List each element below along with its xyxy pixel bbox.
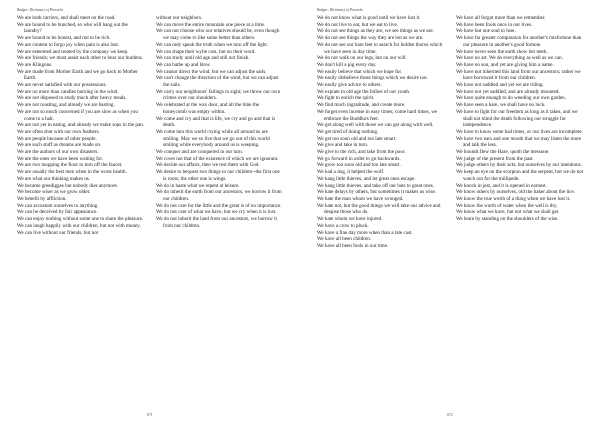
proverb-entry: We give and take in turn. [317,142,369,149]
proverb-entry: We can accustom ourselves to anything. [17,202,99,209]
proverb-entry: We have not inherited this land from our ancestors; rather we have borrowed it from our children. [456,68,581,82]
proverb-entry: We do in haste what we repent at leisure. [156,182,240,189]
proverb-entry: We know the true worth of a thing when we have lost it. [456,195,571,202]
left-column-2 [156,15,284,230]
proverb-entry: We have quite enough to do weeding our own garden. [456,95,566,102]
proverb-entry: We are the ones we have been waiting for. [17,155,104,162]
left-column-1 [17,15,145,236]
proverb-entry: We know what we have, but not what we shall get. [456,209,560,216]
proverb-entry: We come into this world crying while all around us are smiling. May we so live that we go out of this world smiling while everybody around us is weeping. [156,128,270,149]
proverb-entry: We come and cry and that is life, we cry and go and that is death. [156,115,276,129]
proverb-entry: We are what our thinking makes us. [17,175,91,182]
proverb-entry: We became greedigges but nobody dies anymore. [17,182,119,189]
proverb-entry: We do not know what is good until we have lost it. [317,15,421,21]
proverb-entry: We decide our affairs, then we rest them with God. [156,162,260,169]
proverb-entry: We covet not that of the existence of which we are ignorant. [156,155,279,162]
proverb-entry: We are not disposed to study much after heavy meals. [17,95,127,102]
proverb-entry: We are both carriers, and shall meet on the road. [17,15,116,21]
proverb-entry: We have seen a hare, we shall have no luck. [456,102,546,109]
proverb-entry: We have two ears and one mouth that we may listen the more and talk the less. [456,135,582,149]
proverb-entry: We do not live to eat, but we eat to live. [317,21,399,28]
proverb-entry: We have far greater compassion for another's misfortune than our pleasure in another's good fortune. [456,35,582,48]
proverb-entry: We have a fine day more when than a late cast. [317,229,413,236]
proverb-entry: We do not inherit the land from our ancestors, we borrow it from our children. [156,216,277,229]
proverb-entry: We desire to bequest two things to our children--the first one is roots; the other one is wings. [156,169,280,182]
proverb-entry: We give to the rich, and take from the poor. [317,149,406,156]
proverb-entry: We get too soon old and too late smart. [317,135,397,142]
proverb-entry: We are no more than candles burning in the wind. [17,88,119,95]
proverb-entry: We have never seen the earth show her teeth. [456,48,548,55]
proverb-entry: We grow too soon old and too late smart. [317,162,401,169]
running-head: Badger: Dictionary of Proverbs [17,8,63,12]
proverb-entry: We have all forgot more than we remember. [456,15,546,21]
proverb-entry: We are such stuff as dreams are made on. [17,142,102,149]
proverb-entry: We have to fight for our freedom as long as it takes, and we shall not mind the death following our struggle for independence. [456,108,578,129]
proverb-entry: We can shape their wylie cost, but no their word. [156,48,256,55]
proverb-entry: We keep an eye on the scorpion and the serpent, but we do not watch out for the millipede. [456,169,584,182]
proverb-entry: We can laugh happily with our children, but not with money. [17,222,141,229]
proverb-entry: We can only speak the truth when we turn off the light. [156,41,269,48]
proverb-entry: We expiate in old age the follies of our youth. [317,88,411,95]
right-column-1 [317,15,445,250]
proverb-entry: We celebrated at the wax door, and all the time the honeycomb was empty within. [156,102,260,115]
proverb-entry: We do not see things the way they are but as we are. [317,35,424,42]
right-column-2 [456,15,584,223]
proverb-entry: We have but one soul to lose. [456,28,516,35]
proverb-entry: without our neighbors. [156,15,203,21]
proverb-entry: We are usually the best men when in the worst health. [17,169,127,176]
proverb-entry: We are two mopping the floor to turn off the faucet. [17,162,123,169]
proverb-entry: We can live without our friends, but not [17,229,99,236]
proverb-entry: We judge others by their acts; but ourselves by our intentions. [456,162,582,169]
proverb-entry: We conquer and are conquered in our turn. [156,149,243,156]
proverb-entry: We get tired of doing nothing. [317,128,379,135]
proverb-entry: We have all been fools in our time. [317,242,389,249]
proverb-entry: We get along well with those we can get along with well. [317,122,434,129]
proverb-entry: We are not yet in eating, and already we make sops in the pan. [17,122,145,129]
proverb-entry: We go forward in order to go backwards. [317,155,401,162]
proverb-entry: We are often shot with our own feathers. [17,128,100,135]
proverb-entry: We are people because of other people. [17,135,97,142]
proverb-entry: We are friends; we must assist each other to bear our burdens. [17,55,144,62]
right-page [300,0,600,424]
proverb-entry: We have no art. We do everything as well as we can. [456,55,564,62]
proverb-entry: We can be deceived by fair appearance. [17,209,98,216]
proverb-entry: We are content to forgo joy when pain is also lost. [17,41,120,48]
proverb-entry: We are never satisfied with our possessions. [17,82,107,89]
proverb-entry: We have a crow to pluck. [317,222,369,229]
proverb-entry: We hate not, but the good things we will take our advice and despise those who do. [317,202,441,216]
proverb-entry: We have no son, and yet are giving him a name. [456,61,554,68]
proverb-entry: We easily disbelieve those things which we desire not. [317,75,428,82]
proverb-entry: We become wiser as we grow older. [17,189,91,196]
proverb-entry: We are bound to be honest, and not to be rich. [17,35,111,42]
proverb-entry: We had a dog, it helped the wolf. [317,169,385,176]
proverb-entry: We don't kill a pig every day. [317,61,377,68]
proverb-entry: We knock in jest, and it is opened in earnest. [456,182,547,189]
proverb-entry: We hang little thieves, and let great ones escape. [317,175,416,182]
proverb-entry: We learn by standing on the shoulders of the wise. [456,216,559,223]
running-head: Badger: Dictionary of Proverbs [317,8,363,12]
proverb-entry: We do not care for the little and the great is of no importance. [156,202,282,209]
proverb-entry: We hang little thieves, and take off our hats to great ones. [317,182,435,189]
proverb-entry: We do not see things as they are, we see things as we are. [317,28,434,35]
proverb-entry: We benefit by affliction. [17,195,67,202]
proverb-entry: We fight to enrich the spirit. [317,95,375,102]
proverb-entry: We can enjoy nothing without some one to share the pleasure. [17,216,144,223]
proverb-entry: We have to know some bad times, or our lives are incomplete. [456,128,583,135]
proverb-entry: We carry our neighbours' failings in sight; we throw our own crimes over our shoulders. [156,88,281,102]
proverb-entry: We are the authors of our own disasters. [17,149,99,156]
proverb-entry: We find much ingratitude, and create more. [317,102,406,109]
proverb-entry: We are esteemed and treated by the company we keep. [17,48,129,55]
proverb-entry: We have been fools once in our lives. [456,21,533,28]
page-number: 671 [147,413,153,417]
proverb-entry: We can move the entire mountain one piece at a time. [156,21,266,28]
proverb-entry: We are not so much concerned if you are slow as when you come to a halt. [17,108,138,122]
proverb-entry: We easily give advice to others. [317,82,382,89]
proverb-entry: We do not care of what we have, but we cry when it is lost. [156,209,277,216]
proverb-entry: We know the worth of water when the well is dry. [456,202,558,209]
proverb-entry: We have not saddled and yet we are riding. [456,82,544,89]
proverb-entry: We are bound to be bunched, so who will hang out the laundry? [17,21,128,35]
proverb-entry: We are made from Mother Earth and we go back to Mother Earth. [17,68,138,82]
proverb-entry: We hate the man whom we have wronged. [317,195,404,202]
proverb-entry: We cannot direct the wind, but we can adjust the sails. [156,68,267,75]
proverb-entry: We have all been children. [317,236,372,243]
proverb-entry: We hounds flew the Hare, quoth the messone. [456,149,550,156]
proverb-entry: We are not roasting, and already we are basting. [17,102,115,109]
proverb-entry: We do inherit the earth from our ancestors, we borrow it from our children. [156,189,282,202]
proverb-entry: We do not see our bare feet to search for hidden thorns which we have seen in day time. [317,41,443,55]
proverb-entry: We can not choose who our relatives should be, even though we may come to like some better than others. [156,28,280,42]
proverb-entry: We can bathe up and blow. [156,61,211,68]
proverb-entry: We judge of the present from the past. [456,155,534,162]
proverb-entry: We do not walk on our legs, but on our will. [317,55,407,62]
proverb-entry: We hate whom we have injured. [317,216,383,223]
proverb-entry: We know others by ourselves, old the baker about the lice. [456,189,575,196]
proverb-entry: We are Klingons. [17,61,53,68]
proverb-entry: We can study until old age and still not finish. [156,55,250,62]
proverb-entry: We can't change the direction of the wind, but we can adjust the sails. [156,75,279,89]
proverb-entry: We forget even incense in easy times; come hard times, we embrace the Buddha's feet. [317,108,438,122]
proverb-entry: We have not yet saddled, and are already mounted. [456,88,560,95]
proverb-entry: We easily believe that which we hope for. [317,68,403,75]
page-number: 672 [447,413,453,417]
proverb-entry: We hate delays by others, but sometimes it makes us wise. [317,189,436,196]
